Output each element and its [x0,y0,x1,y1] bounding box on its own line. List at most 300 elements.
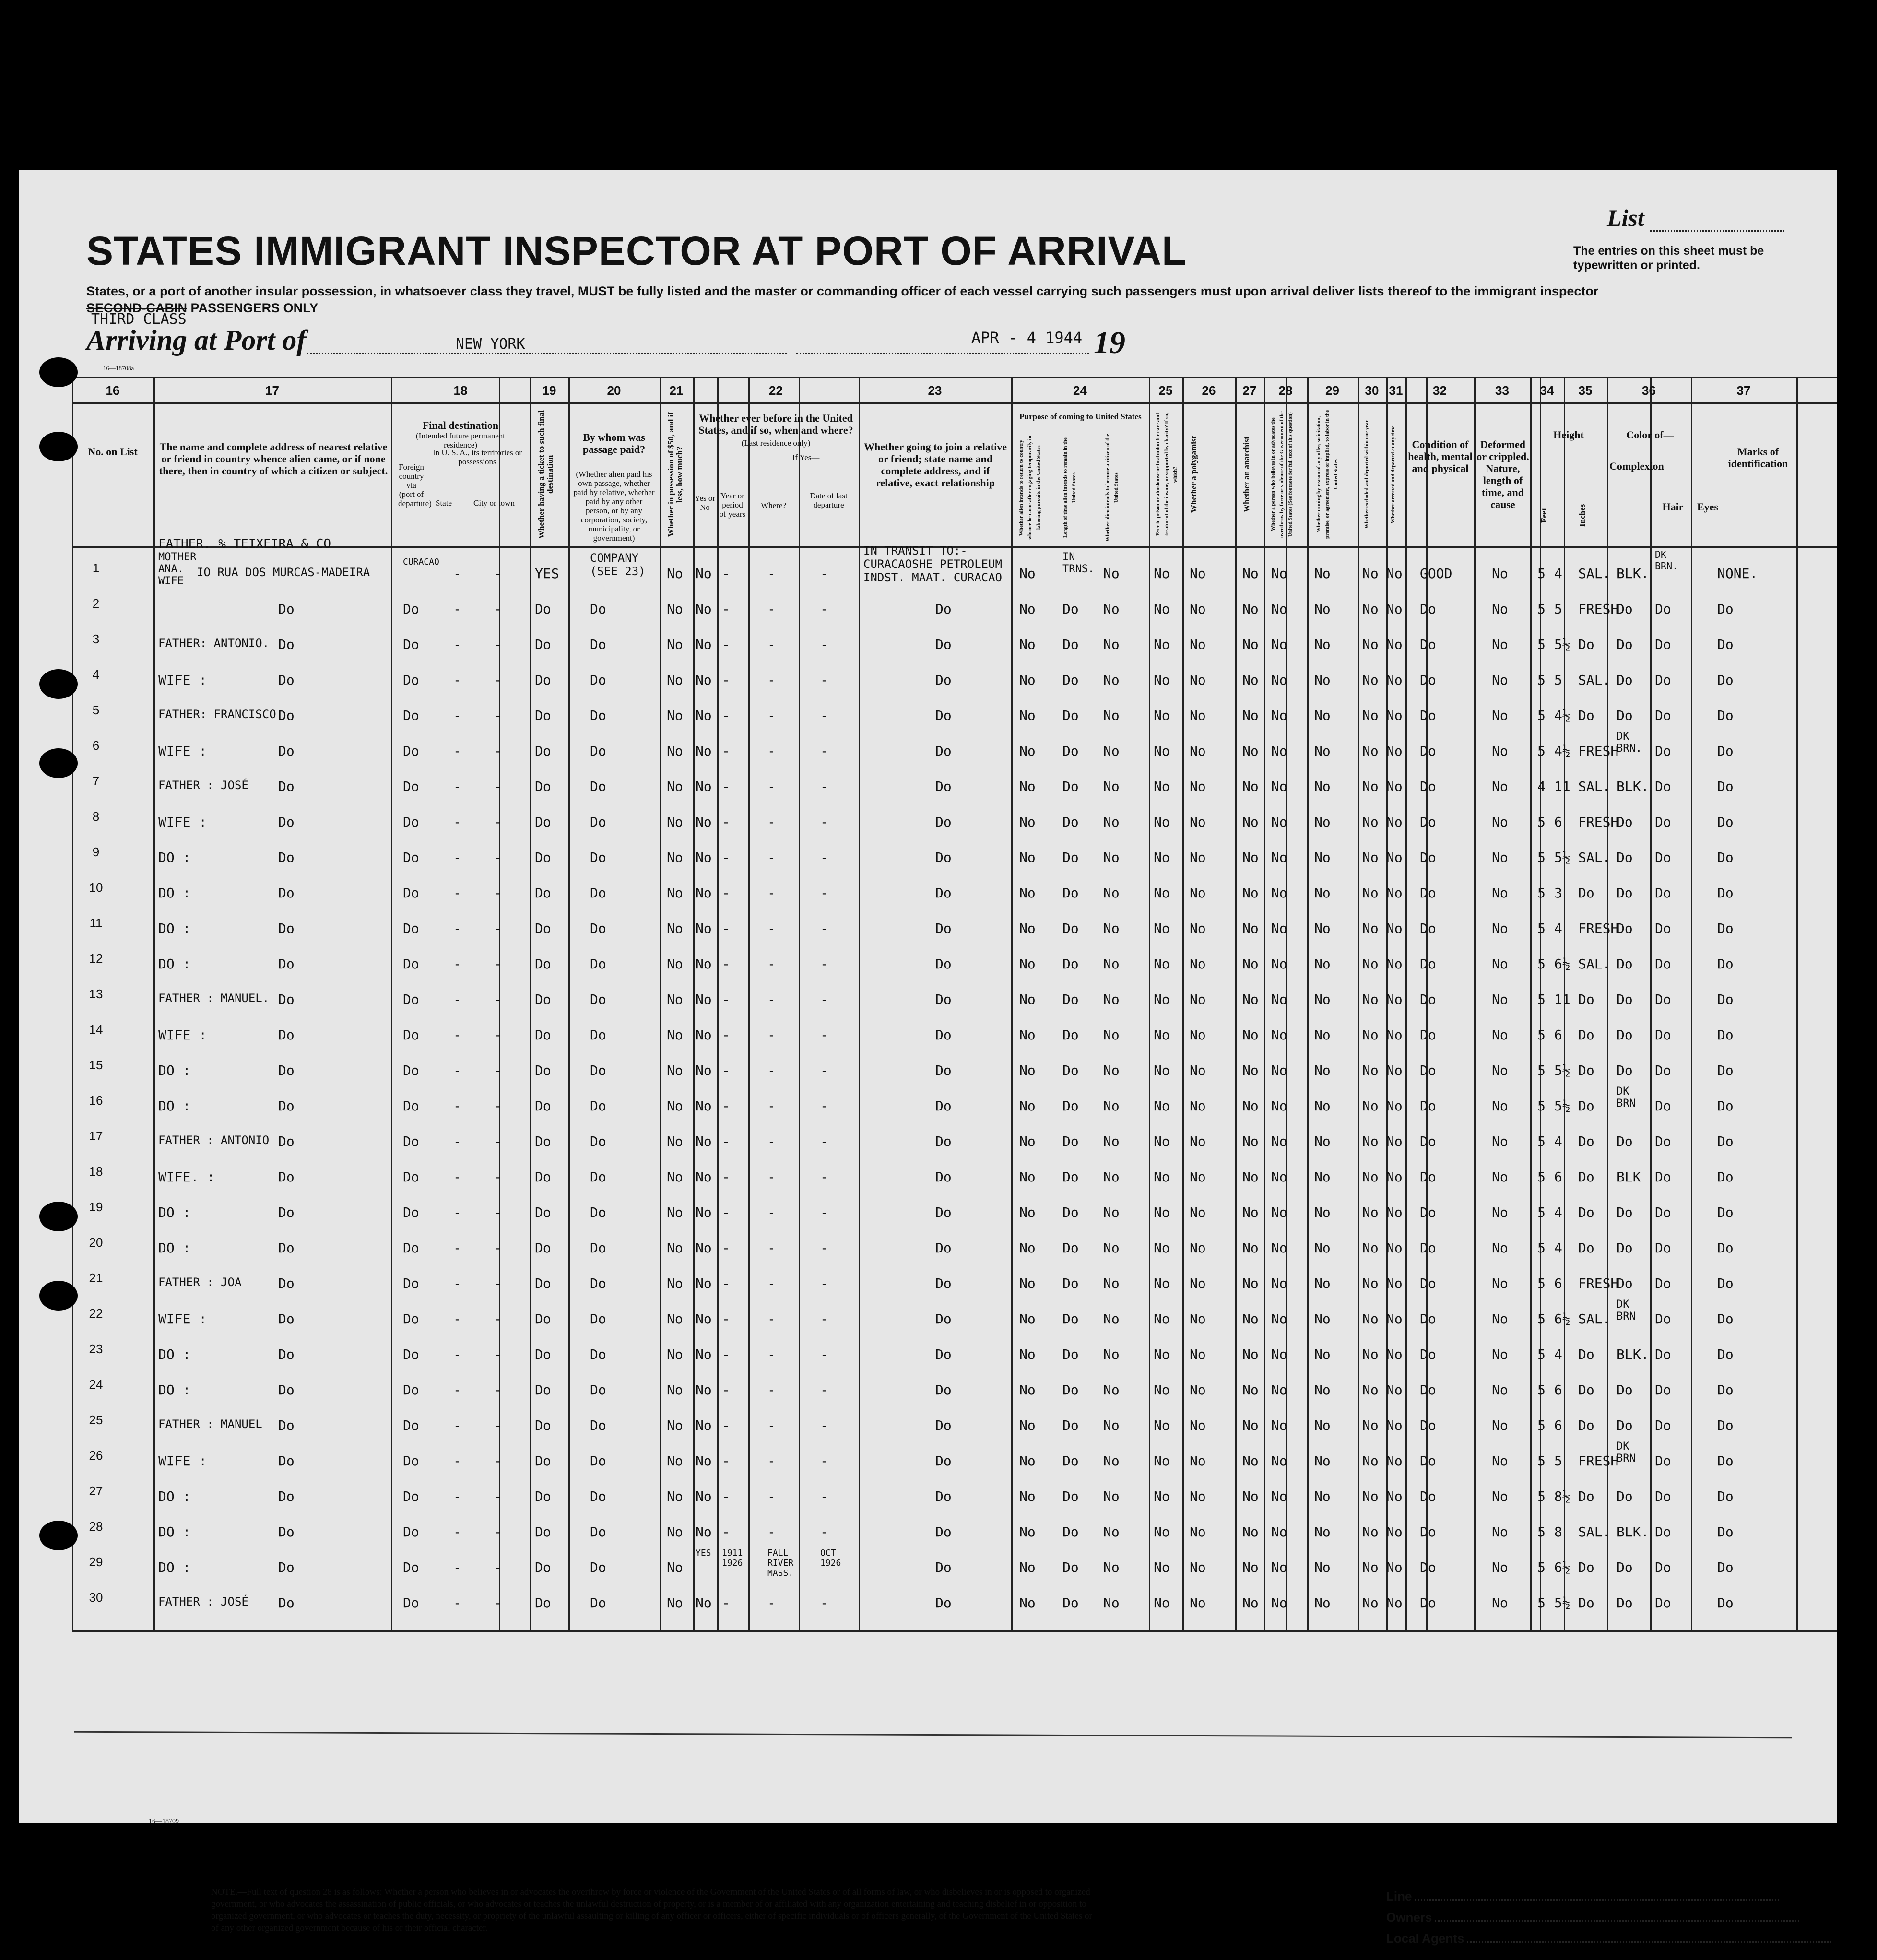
q28-cell: No [1271,1382,1287,1398]
table-row [72,977,1837,1013]
purpose-a-cell: No [1019,1204,1036,1220]
feet-cell: 4 [1537,779,1546,794]
class-handwritten: THIRD CLASS [91,311,187,328]
feet-cell: 5 [1537,1275,1546,1291]
binder-hole [39,357,78,387]
header-height: Height [1553,429,1584,441]
q26-cell: No [1190,743,1206,759]
q29-cell: No [1314,1027,1331,1043]
q28-cell: No [1271,992,1287,1007]
eyes-cell: Do [1655,1488,1671,1504]
line-field [1386,1889,1779,1904]
where-cell: - [767,1488,776,1504]
q27-cell: No [1242,1311,1259,1327]
state-cell: - [453,1204,461,1220]
q28-cell: No [1271,708,1287,723]
before-cell: No [696,1453,712,1469]
purpose-c-cell: No [1103,1559,1120,1575]
q27-cell: No [1242,956,1259,972]
q30-cell: No [1362,1275,1379,1291]
health-cell: Do [1420,1417,1436,1433]
fifty-cell: No [667,850,683,865]
q30-cell: No [1362,637,1379,652]
q31-cell: No [1386,1063,1403,1078]
purpose-b-cell: Do [1062,1559,1079,1575]
column-number: 20 [607,383,621,398]
q27-cell: No [1242,885,1259,901]
hair-cell: Do [1617,992,1633,1007]
table-row [72,1332,1837,1368]
foreign-country-cell: Do [403,1382,419,1398]
health-cell: Do [1420,779,1436,794]
city-cell: - [494,1169,502,1185]
marks-cell: Do [1717,956,1734,972]
join-cell: Do [935,885,952,901]
before-cell: No [696,708,712,723]
state-cell: - [453,708,461,723]
year-cell: - [722,1133,730,1149]
inches-cell: 6½ [1554,956,1570,972]
binder-hole [39,1202,78,1231]
q26-cell: No [1190,1133,1206,1149]
before-cell: No [696,1204,712,1220]
ticket-cell: Do [535,1204,551,1220]
q30-cell: No [1362,566,1379,581]
fifty-cell: No [667,672,683,688]
purpose-a-cell: No [1019,1098,1036,1114]
q26-cell: No [1190,1063,1206,1078]
feet-cell: 5 [1537,921,1546,936]
inches-cell: 6½ [1554,1311,1570,1327]
foreign-country-cell: Do [403,1453,419,1469]
date-cell: - [820,992,828,1007]
table-row [72,1261,1837,1297]
join-cell: Do [935,1027,952,1043]
purpose-b-cell: Do [1062,850,1079,865]
passage-cell: Do [590,1559,606,1575]
health-cell: Do [1420,921,1436,936]
q29-cell: No [1314,1204,1331,1220]
q27-cell: No [1242,1346,1259,1362]
q31-cell: No [1386,1524,1403,1540]
relative-cell: FATHER: ANTONIO. [158,637,270,650]
foreign-country-cell: Do [403,1311,419,1327]
purpose-c-cell: No [1103,1311,1120,1327]
header-date-last: Date of last departure [810,491,848,509]
column-number: 27 [1242,383,1257,398]
year-cell: - [722,1063,730,1078]
q31-cell: No [1386,956,1403,972]
row-number: 8 [92,809,100,824]
join-cell: Do [935,637,952,652]
q30-cell: No [1362,1382,1379,1398]
feet-cell: 5 [1537,1382,1546,1398]
q25-cell: No [1154,779,1170,794]
foreign-country-cell: Do [403,1098,419,1114]
purpose-b-cell: Do [1062,885,1079,901]
fifty-cell: No [667,1027,683,1043]
line-input[interactable] [1415,1899,1779,1901]
city-cell: - [494,637,502,652]
q27-cell: No [1242,1133,1259,1149]
eyes-cell: Do [1655,1240,1671,1256]
q25-cell: No [1154,1595,1170,1611]
q29-cell: No [1314,885,1331,901]
row-number: 20 [89,1235,103,1250]
eyes-cell: Do [1655,779,1671,794]
inches-cell: 5½ [1554,1063,1570,1078]
table-row [72,658,1837,693]
where-cell: - [767,1346,776,1362]
state-cell: - [453,1133,461,1149]
hair-cell: Do [1617,1027,1633,1043]
q29-cell: No [1314,1133,1331,1149]
foreign-country-cell: Do [403,1595,419,1611]
header-final-destination-sub: (Intended future permanent residence) [416,431,505,449]
foreign-country-cell: Do [403,672,419,688]
q30-cell: No [1362,672,1379,688]
q31-cell: No [1386,1275,1403,1291]
marks-cell: Do [1717,814,1734,830]
deformed-cell: No [1492,1488,1508,1504]
foreign-country-cell: Do [403,637,419,652]
purpose-c-cell: No [1103,885,1120,901]
table-row [72,587,1837,622]
inches-cell: 6 [1554,1169,1562,1185]
q29-cell: No [1314,601,1331,617]
hair-cell: BLK [1617,1169,1641,1185]
complexion-cell: SAL. [1578,1311,1611,1327]
state-cell: - [453,637,461,652]
q25-cell: No [1154,1346,1170,1362]
form-number-bottom: 16—18709 [149,1818,179,1825]
state-cell: - [453,814,461,830]
q31-cell: No [1386,1559,1403,1575]
fifty-cell: No [667,1453,683,1469]
marks-cell: Do [1717,885,1734,901]
complexion-cell: SAL. [1578,956,1611,972]
address-cell: Do [278,921,295,936]
q28-cell: No [1271,850,1287,865]
q26-cell: No [1190,1417,1206,1433]
feet-cell: 5 [1537,992,1546,1007]
address-cell: Do [278,1275,295,1291]
header-in-usa: In U. S. A., its territories or possessions [432,448,522,466]
where-cell: - [767,1240,776,1256]
relative-cell: WIFE : [158,743,207,759]
deformed-cell: No [1492,885,1508,901]
join-cell: Do [935,814,952,830]
purpose-b-cell: Do [1062,743,1079,759]
header-hair: Hair [1662,501,1684,513]
header-anarchist: Whether an anarchist [1242,436,1251,513]
q29-cell: No [1314,1346,1331,1362]
q27-cell: No [1242,1595,1259,1611]
row-number: 11 [89,916,103,930]
purpose-b-cell: Do [1062,1169,1079,1185]
q25-cell: No [1154,885,1170,901]
row-number: 14 [89,1022,103,1037]
q26-cell: No [1190,1453,1206,1469]
city-cell: - [494,566,502,581]
fifty-cell: No [667,1240,683,1256]
feet-cell: 5 [1537,1098,1546,1114]
purpose-c-cell: No [1103,637,1120,652]
year-cell: - [722,921,730,936]
passage-cell: Do [590,1453,606,1469]
health-cell: Do [1420,1027,1436,1043]
q30-cell: No [1362,1311,1379,1327]
purpose-c-cell: No [1103,992,1120,1007]
purpose-c-cell: No [1103,1524,1120,1540]
fifty-cell: No [667,1275,683,1291]
header-no-on-list: No. on List [88,446,138,458]
ticket-cell: Do [535,1595,551,1611]
health-cell: Do [1420,814,1436,830]
row-28-strikethrough [74,1731,1792,1738]
date-cell: - [820,1204,828,1220]
deformed-cell: No [1492,921,1508,936]
hair-cell: Do [1617,708,1633,723]
inches-cell: 6 [1554,1417,1562,1433]
city-cell: - [494,1063,502,1078]
city-cell: - [494,601,502,617]
complexion-cell: SAL. [1578,850,1611,865]
hair-cell: Do [1617,956,1633,972]
deformed-cell: No [1492,672,1508,688]
before-cell: No [696,1417,712,1433]
address-cell: Do [278,1027,295,1043]
city-cell: - [494,1027,502,1043]
address-cell: Do [278,779,295,794]
relative-cell: WIFE : [158,1027,207,1043]
inches-cell: 8 [1554,1524,1562,1540]
list-line [1650,230,1784,232]
date-cell: - [820,956,828,972]
state-cell: - [453,956,461,972]
owners-input[interactable] [1435,1920,1799,1922]
fifty-cell: No [667,708,683,723]
purpose-c-cell: No [1103,1275,1120,1291]
before-cell: No [696,992,712,1007]
q31-cell: No [1386,1382,1403,1398]
row-number: 10 [89,880,103,895]
table-row [72,622,1837,658]
q27-cell: No [1242,672,1259,688]
ticket-cell: Do [535,1169,551,1185]
join-cell: Do [935,708,952,723]
q29-cell: No [1314,814,1331,830]
date-cell: - [820,921,828,936]
q30-cell: No [1362,1204,1379,1220]
where-cell: - [767,921,776,936]
foreign-country-cell: Do [403,814,419,830]
q26-cell: No [1190,992,1206,1007]
purpose-a-cell: No [1019,885,1036,901]
ticket-cell: Do [535,1098,551,1114]
ticket-cell: Do [535,1133,551,1149]
health-cell: Do [1420,1524,1436,1540]
join-cell: Do [935,921,952,936]
q31-cell: No [1386,885,1403,901]
deformed-cell: No [1492,850,1508,865]
purpose-a-cell: No [1019,992,1036,1007]
relative-cell: MOTHER ANA. WIFE [158,551,197,587]
purpose-b-cell: Do [1062,672,1079,688]
address-cell: Do [278,1595,295,1611]
header-where: Where? [761,501,786,510]
row-number: 2 [92,596,100,611]
passage-cell: Do [590,743,606,759]
local-agents-input[interactable] [1467,1941,1831,1943]
list-label: List [1607,204,1644,231]
row-number: 16 [89,1093,103,1108]
health-cell: Do [1420,1382,1436,1398]
purpose-a-cell: No [1019,1275,1036,1291]
feet-cell: 5 [1537,637,1546,652]
foreign-country-cell: Do [403,1063,419,1078]
q25-cell: No [1154,1133,1170,1149]
binder-hole [39,1521,78,1550]
foreign-country-cell: Do [403,956,419,972]
foreign-country-cell: Do [403,1275,419,1291]
column-number: 28 [1278,383,1293,398]
city-cell: - [494,1204,502,1220]
header-q28: Whether a person who believes in or advocates the overthrow by force or violence of the Government of the United States (See footnote for full text of this question) [1270,411,1293,538]
complexion-cell: SAL. [1578,672,1611,688]
join-cell: Do [935,1204,952,1220]
q25-cell: No [1154,1559,1170,1575]
row-number: 9 [92,845,100,859]
purpose-c-cell: No [1103,1098,1120,1114]
q31-cell: No [1386,779,1403,794]
complexion-cell: Do [1578,1559,1594,1575]
where-cell: - [767,1595,776,1611]
column-number: 21 [669,383,684,398]
table-row [72,1368,1837,1403]
header-city: City or town [473,498,515,508]
purpose-a-cell: No [1019,1169,1036,1185]
year-cell: - [722,1524,730,1540]
header-passage-sub: (Whether alien paid his own passage, whether paid by relative, whether paid by any other person, or by any corporation, society, municipality, or government) [573,470,655,543]
where-cell: - [767,850,776,865]
join-cell: Do [935,1240,952,1256]
where-cell: - [767,1133,776,1149]
q29-cell: No [1314,1275,1331,1291]
marks-cell: Do [1717,921,1734,936]
hair-cell: Do [1617,1133,1633,1149]
q29-cell: No [1314,566,1331,581]
passage-cell: Do [590,1063,606,1078]
deformed-cell: No [1492,637,1508,652]
purpose-c-cell: No [1103,1382,1120,1398]
inches-cell: 5 [1554,601,1562,617]
q30-cell: No [1362,1169,1379,1185]
year-prefix: 19 [1094,325,1125,360]
complexion-cell: FRESH [1578,1453,1619,1469]
eyes-cell: Do [1655,1595,1671,1611]
passage-cell: Do [590,1169,606,1185]
eyes-cell: Do [1655,850,1671,865]
purpose-a-cell: No [1019,1417,1036,1433]
year-cell: - [722,601,730,617]
q25-cell: No [1154,814,1170,830]
marks-cell: Do [1717,1204,1734,1220]
purpose-c-cell: No [1103,601,1120,617]
state-cell: - [453,1169,461,1185]
row-number: 28 [89,1519,103,1534]
q29-cell: No [1314,1488,1331,1504]
purpose-a-cell: No [1019,1453,1036,1469]
q29-cell: No [1314,1098,1331,1114]
date-cell: - [820,1595,828,1611]
deformed-cell: No [1492,1027,1508,1043]
feet-cell: 5 [1537,1559,1546,1575]
passage-cell: Do [590,1382,606,1398]
q28-cell: No [1271,1346,1287,1362]
fifty-cell: No [667,779,683,794]
where-cell: - [767,1027,776,1043]
q29-cell: No [1314,1311,1331,1327]
address-cell: Do [278,601,295,617]
relative-cell: WIFE : [158,814,207,830]
state-cell: - [453,1524,461,1540]
table-row [72,1545,1837,1581]
purpose-a-cell: No [1019,814,1036,830]
purpose-b-cell: Do [1062,1027,1079,1043]
city-cell: - [494,1133,502,1149]
inches-cell: 5½ [1554,1098,1570,1114]
foreign-country-cell: Do [403,1133,419,1149]
eyes-cell: Do [1655,1453,1671,1469]
year-cell: - [722,672,730,688]
table-row [72,1510,1837,1545]
deformed-cell: No [1492,1311,1508,1327]
ticket-cell: Do [535,601,551,617]
address-cell: Do [278,1453,295,1469]
health-cell: Do [1420,1098,1436,1114]
eyes-cell: Do [1655,1098,1671,1114]
complexion-cell: Do [1578,1098,1594,1114]
feet-cell: 5 [1537,1063,1546,1078]
state-cell: - [453,1240,461,1256]
health-cell: Do [1420,1133,1436,1149]
row-number: 7 [92,774,100,788]
deformed-cell: No [1492,1453,1508,1469]
purpose-b-cell: Do [1062,1595,1079,1611]
inches-cell: 6 [1554,1275,1562,1291]
q25-cell: No [1154,1275,1170,1291]
ticket-cell: Do [535,992,551,1007]
fifty-cell: No [667,814,683,830]
foreign-country-cell: Do [403,1488,419,1504]
ticket-cell: Do [535,1275,551,1291]
row-number: 6 [92,738,100,753]
deformed-cell: No [1492,1559,1508,1575]
q28-cell: No [1271,1453,1287,1469]
city-cell: - [494,992,502,1007]
fifty-cell: No [667,1382,683,1398]
header-state: State [436,498,452,508]
q27-cell: No [1242,1524,1259,1540]
q28-cell: No [1271,921,1287,936]
deformed-cell: No [1492,1240,1508,1256]
fifty-cell: No [667,637,683,652]
row-number: 4 [92,667,100,682]
column-number: 36 [1642,383,1656,398]
q27-cell: No [1242,921,1259,936]
purpose-a-cell: No [1019,1346,1036,1362]
